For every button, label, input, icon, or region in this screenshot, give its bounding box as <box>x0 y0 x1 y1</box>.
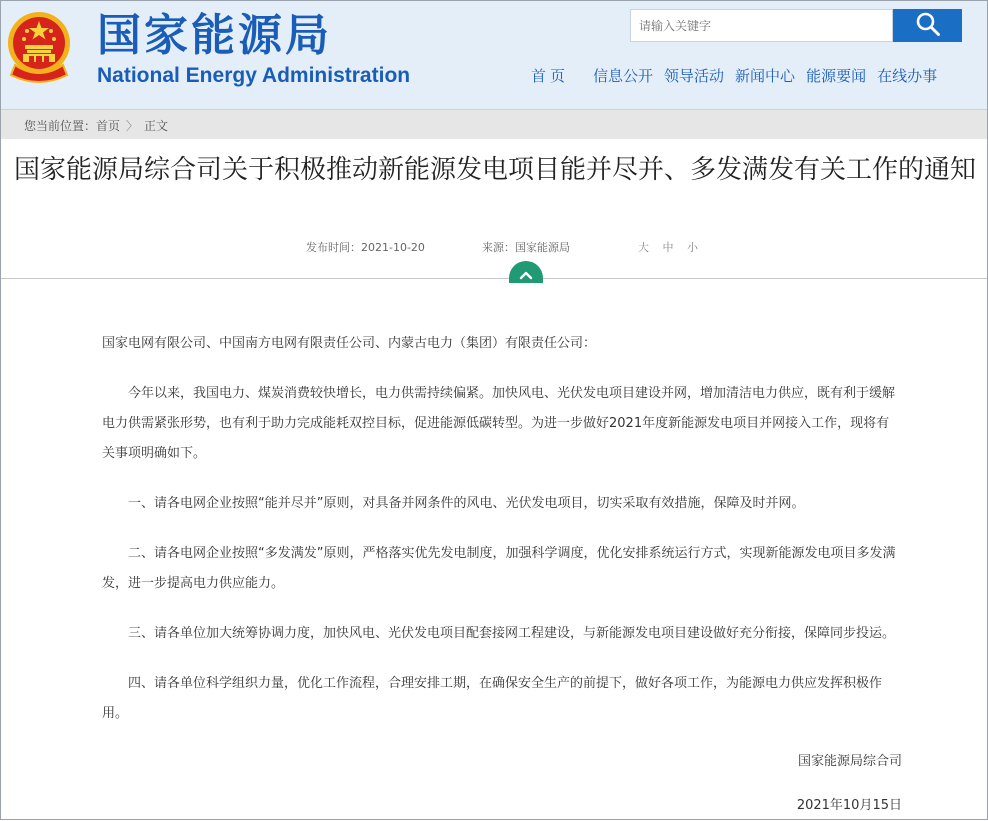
article-body <box>102 329 902 821</box>
breadcrumb-separator: 〉 <box>126 119 139 133</box>
article-paragraph: 二、请各电网企业按照“多发满发”原则，严格落实优先发电制度，加强科学调度，优化安排系统运行方式，实现新能源发电项目多发满发，进一步提高电力供应能力。 <box>102 546 896 591</box>
breadcrumb-current: 正文 <box>144 119 169 133</box>
article-paragraph: 一、请各电网企业按照“能并尽并”原则，对具备并网条件的风电、光伏发电项目，切实采取有效措施，保障及时并网。 <box>128 496 805 511</box>
source-label: 来源： <box>482 241 515 254</box>
font-size-medium[interactable]: 中 <box>662 241 674 254</box>
search-input[interactable] <box>630 9 893 42</box>
nav-home[interactable]: 首页 <box>531 67 570 85</box>
main-nav <box>531 65 948 85</box>
header-divider <box>1 278 987 279</box>
article-paragraph: 三、请各单位加大统筹协调力度，加快风电、光伏发电项目配套接网工程建设，与新能源发电项目建设做好充分衔接，保障同步投运。 <box>128 626 896 641</box>
source-value: 国家能源局 <box>515 241 570 254</box>
breadcrumb <box>24 117 168 134</box>
breadcrumb-home-link[interactable]: 首页 <box>96 119 121 133</box>
article-paragraph: 今年以来，我国电力、煤炭消费较快增长，电力供需持续偏紧。加快风电、光伏发电项目建设并网，增加清洁电力供应，既有利于缓解电力供需紧张形势，也有利于助力完成能耗双控目标，促进能源低碳转型。为进一步做好2021年度新能源发电项目并网接入工作，现将有关事项明确如下。 <box>102 386 896 461</box>
nav-energy-news[interactable]: 能源要闻 <box>806 67 867 85</box>
publish-date-value: 2021-10-20 <box>361 241 425 254</box>
site-name-chinese: 国家能源局 <box>97 10 332 61</box>
national-emblem-icon <box>5 9 73 85</box>
nav-news-center[interactable]: 新闻中心 <box>735 67 796 85</box>
breadcrumb-bar <box>1 109 987 139</box>
font-size-switcher <box>638 239 708 255</box>
article-source <box>482 239 570 255</box>
article-meta <box>1 239 987 255</box>
breadcrumb-label: 您当前位置： <box>24 119 97 133</box>
signature: 国家能源局综合司 <box>797 754 902 769</box>
search-button[interactable] <box>893 9 962 42</box>
site-header <box>1 1 987 109</box>
font-size-large[interactable]: 大 <box>638 241 649 254</box>
article-paragraph: 四、请各单位科学组织力量，优化工作流程，合理安排工期，在确保安全生产的前提下，做好各项工作，为能源电力供应发挥积极作用。 <box>102 676 883 721</box>
nav-online-services[interactable]: 在线办事 <box>877 67 938 85</box>
chevron-up-icon <box>519 265 533 284</box>
collapse-toggle[interactable] <box>509 261 543 283</box>
font-size-small[interactable]: 小 <box>687 241 698 254</box>
search-icon <box>915 11 941 40</box>
publish-label: 发布时间： <box>306 241 361 254</box>
signature-date: 2021年10月15日 <box>796 798 902 813</box>
addressee: 国家电网有限公司、中国南方电网有限责任公司、内蒙古电力（集团）有限责任公司： <box>102 336 597 351</box>
site-name-english: National Energy Administration <box>97 64 411 87</box>
nav-info-disclosure[interactable]: 信息公开 <box>593 67 654 85</box>
publish-date <box>306 239 425 255</box>
nav-leader-activities[interactable]: 领导活动 <box>664 67 725 85</box>
article-title: 国家能源局综合司关于积极推动新能源发电项目能并尽并、多发满发有关工作的通知 <box>13 155 976 185</box>
